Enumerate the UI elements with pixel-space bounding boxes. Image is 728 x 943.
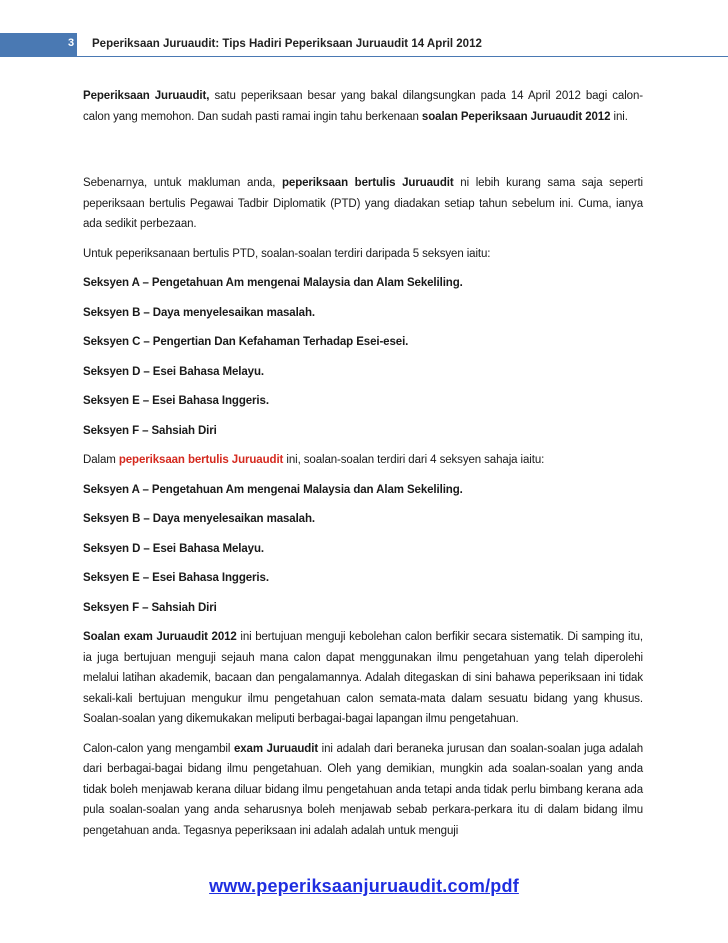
page-number: 3: [0, 33, 77, 57]
juruaudit-section-item: Seksyen A – Pengetahuan Am mengenai Malaysia dan Alam Sekeliling.: [83, 483, 463, 496]
text-run: ini, soalan-soalan terdiri dari 4 seksyen sahaja iaitu:: [283, 454, 545, 466]
text-run: ini.: [610, 110, 628, 123]
text-run: Calon-calon yang mengambil: [83, 742, 234, 755]
juruaudit-section-item: Seksyen E – Esei Bahasa Inggeris.: [83, 572, 269, 584]
text-run: satu peperiksaan besar yang bakal dilangsungkan pada 14 April 2012 bagi calon-calon yang memohon. Dan sudah pasti ramai ingin tahu berkenaan: [83, 90, 643, 123]
ptd-section-item: Seksyen D – Esei Bahasa Melayu.: [83, 365, 265, 378]
bold-term: Peperiksaan Juruaudit,: [83, 90, 210, 102]
ptd-section-item: Seksyen C – Pengertian Dan Kefahaman Terhadap Esei-esei.: [83, 336, 409, 348]
ptd-section-item: Seksyen F – Sahsiah Diri: [83, 424, 217, 437]
highlight-term: peperiksaan bertulis Juruaudit: [118, 454, 284, 466]
paragraph-candidates: [83, 739, 643, 842]
bold-term: Soalan exam Juruaudit 2012: [83, 631, 237, 643]
text-run: Sebenarnya, untuk makluman anda,: [83, 177, 282, 189]
header-title: Peperiksaan Juruaudit: Tips Hadiri Peperiksaan Juruaudit 14 April 2012: [92, 38, 482, 50]
paragraph-juruaudit-intro: [83, 450, 643, 471]
juruaudit-section-item: Seksyen B – Daya menyelesaikan masalah.: [83, 513, 315, 525]
bold-term: peperiksaan bertulis Juruaudit: [281, 177, 454, 189]
page-footer: [0, 876, 728, 897]
ptd-section-item: Seksyen E – Esei Bahasa Inggeris.: [83, 395, 269, 407]
page-header: [0, 33, 728, 57]
bold-term: soalan Peperiksaan Juruaudit 2012: [421, 110, 611, 123]
text-run: ini bertujuan menguji kebolehan calon berfikir secara sistematik. Di samping itu, ia juga bertujuan menguji sejauh mana calon dapat menggunakan ilmu pengetahuan yang telah diperolehi melalui latihan akademik, bacaan dan pengalamannya. Adalah ditegaskan di sini bahawa peperiksaan ini tidak sekali-kali bertujuan mengukur ilmu pengetahuan calon semata-mata dalam sesuatu bidang yang khusus. Soalan-soalan yang dikemukakan meliputi berbagai-bagai lapangan ilmu pengetahuan.: [83, 631, 643, 725]
header-rule: [77, 56, 728, 57]
bold-term: exam Juruaudit: [233, 742, 319, 755]
text-run: ni lebih kurang sama saja seperti peperiksaan bertulis Pegawai Tadbir Diplomatik (PTD) yang diadakan setiap tahun sebelum ini. Cuma, ianya ada sedikit perbezaan.: [83, 177, 644, 230]
paragraph-comparison: [83, 173, 643, 235]
footer-website-link[interactable]: www.peperiksaanjuruaudit.com/pdf: [209, 876, 519, 896]
paragraph-ptd-intro: Untuk peperiksanaan bertulis PTD, soalan-soalan terdiri daripada 5 seksyen iaitu:: [83, 247, 491, 260]
text-run: ini adalah dari beraneka jurusan dan soalan-soalan juga adalah dari berbagai-bagai bidang ilmu pengetahuan. Oleh yang demikian, mungkin ada soalan-soalan yang anda tidak boleh menjawab kerana diluar bidang ilmu pengetahuan anda tetapi anda tidak perlu bimbang kerana ada pula soalan-soalan yang anda seharusnya boleh menjawab sebab perkara-perkara itu di dalam bidang ilmu pengetahuan anda. Tegasnya peperiksaan ini adalah adalah untuk menguji: [83, 742, 643, 837]
paragraph-intro: [83, 86, 643, 127]
document-body: [83, 86, 643, 841]
juruaudit-section-item: Seksyen D – Esei Bahasa Melayu.: [83, 542, 265, 555]
text-run: Dalam: [83, 454, 119, 466]
paragraph-exam-purpose: [83, 627, 643, 730]
juruaudit-section-item: Seksyen F – Sahsiah Diri: [83, 601, 217, 614]
ptd-section-item: Seksyen B – Daya menyelesaikan masalah.: [83, 306, 315, 319]
ptd-section-item: Seksyen A – Pengetahuan Am mengenai Malaysia dan Alam Sekeliling.: [83, 277, 463, 289]
